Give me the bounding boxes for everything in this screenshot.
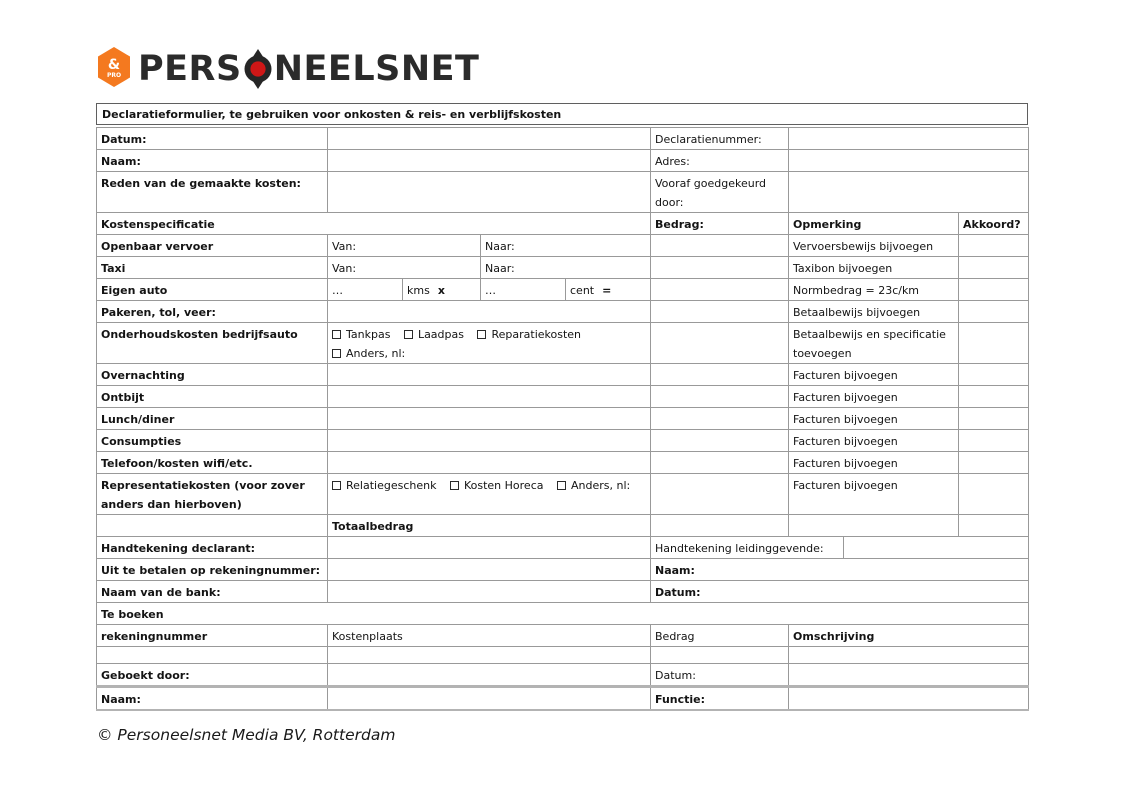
ontbijt-bedrag-cell[interactable] [651, 386, 789, 408]
declaratienummer-value-cell[interactable] [789, 128, 1029, 150]
handtekening-leidinggevende-label-cell: Handtekening leidinggevende: [651, 537, 844, 559]
form-title: Declaratieformulier, te gebruiken voor onkosten & reis- en verblijfskosten [96, 103, 1028, 125]
wordmark [138, 48, 479, 90]
row-handtekening [97, 537, 1029, 559]
pakeren-akkoord-cell[interactable] [959, 301, 1029, 323]
boeker-naam-label-cell: Naam: [97, 687, 328, 711]
consumpties-opmerking-cell: Facturen bijvoegen [789, 430, 959, 452]
eigen-auto-cent-unit-cell [566, 279, 651, 301]
reparatiekosten-label: Reparatiekosten [491, 328, 582, 341]
geboekt-value-cell[interactable] [328, 664, 651, 687]
handtekening-leidinggevende-value-cell[interactable] [844, 537, 1029, 559]
overnachting-value-cell[interactable] [328, 364, 651, 386]
geboekt-datum-label-cell: Datum: [651, 664, 789, 687]
reden-label-cell: Reden van de gemaakte kosten: [97, 172, 328, 213]
row-te-boeken [97, 603, 1029, 625]
eigen-auto-akkoord-cell[interactable] [959, 279, 1029, 301]
onderhoud-label-cell: Onderhoudskosten bedrijfsauto [97, 323, 328, 364]
boeken-omschrijving-cell: Omschrijving [789, 625, 1029, 647]
overnachting-akkoord-cell[interactable] [959, 364, 1029, 386]
onderhoud-anders-label: Anders, nl: [346, 347, 406, 360]
telefoon-value-cell[interactable] [328, 452, 651, 474]
lunch-akkoord-cell[interactable] [959, 408, 1029, 430]
row-telefoon [97, 452, 1029, 474]
taxi-label-cell: Taxi [97, 257, 328, 279]
bedrag-header-cell: Bedrag: [651, 213, 789, 235]
boeken-bedrag-cell: Bedrag [651, 625, 789, 647]
taxi-van-cell[interactable]: Van: [328, 257, 481, 279]
lunch-value-cell[interactable] [328, 408, 651, 430]
consumpties-akkoord-cell[interactable] [959, 430, 1029, 452]
overnachting-label-cell: Overnachting [97, 364, 328, 386]
laadpas-checkbox[interactable] [404, 330, 413, 339]
totaal-akkoord-cell[interactable] [959, 515, 1029, 537]
te-boeken-header-cell: Te boeken [97, 603, 1029, 625]
uitbetalen-value-cell[interactable] [328, 559, 651, 581]
kostenspecificatie-header-cell: Kostenspecificatie [97, 213, 651, 235]
onderhoud-options-cell [328, 323, 651, 364]
bank-label-cell: Naam van de bank: [97, 581, 328, 603]
boeken-rekeningnummer-cell: rekeningnummer [97, 625, 328, 647]
boeken-rekeningnummer-value-cell[interactable] [97, 647, 328, 664]
eigen-auto-bedrag-cell[interactable] [651, 279, 789, 301]
wordmark-left-text: PERS [138, 49, 242, 89]
copyright-text: © Personeelsnet Media BV, Rotterdam [97, 726, 396, 744]
totaalbedrag-label-cell: Totaalbedrag [328, 515, 651, 537]
row-datum [97, 128, 1029, 150]
row-totaalbedrag [97, 515, 1029, 537]
bank-value-cell[interactable] [328, 581, 651, 603]
lunch-opmerking-cell: Facturen bijvoegen [789, 408, 959, 430]
ontbijt-opmerking-cell: Facturen bijvoegen [789, 386, 959, 408]
row-eigen-auto [97, 279, 1029, 301]
ontbijt-akkoord-cell[interactable] [959, 386, 1029, 408]
taxi-opmerking-cell: Taxibon bijvoegen [789, 257, 959, 279]
ontbijt-label-cell: Ontbijt [97, 386, 328, 408]
openbaar-opmerking-cell: Vervoersbewijs bijvoegen [789, 235, 959, 257]
row-openbaar-vervoer [97, 235, 1029, 257]
badge-amp-text: & [107, 57, 121, 73]
consumpties-bedrag-cell[interactable] [651, 430, 789, 452]
openbaar-bedrag-cell[interactable] [651, 235, 789, 257]
openbaar-akkoord-cell[interactable] [959, 235, 1029, 257]
kosten-horeca-checkbox[interactable] [450, 481, 459, 490]
relatiegeschenk-checkbox[interactable] [332, 481, 341, 490]
row-naam [97, 150, 1029, 172]
representatie-bedrag-cell[interactable] [651, 474, 789, 515]
reden-value-cell[interactable] [328, 172, 651, 213]
boeken-kostenplaats-cell: Kostenplaats [328, 625, 651, 647]
openbaar-label-cell: Openbaar vervoer [97, 235, 328, 257]
totaal-bedrag-cell[interactable] [651, 515, 789, 537]
leidinggevende-datum-cell[interactable]: Datum: [651, 581, 1029, 603]
ontbijt-value-cell[interactable] [328, 386, 651, 408]
row-rekeningnummer-uitbetalen [97, 559, 1029, 581]
lunch-bedrag-cell[interactable] [651, 408, 789, 430]
row-boeker-naam [97, 687, 1029, 711]
pakeren-value-cell[interactable] [328, 301, 651, 323]
telefoon-akkoord-cell[interactable] [959, 452, 1029, 474]
representatie-options-cell [328, 474, 651, 515]
functie-label-cell: Functie: [651, 687, 789, 711]
adres-label-cell: Adres: [651, 150, 789, 172]
uitbetalen-label-cell: Uit te betalen op rekeningnummer: [97, 559, 328, 581]
tankpas-checkbox[interactable] [332, 330, 341, 339]
personeelsnet-logo [96, 46, 479, 92]
multiply-sign: x [437, 284, 445, 297]
badge-pro-text: PRO [106, 72, 122, 79]
boeken-kostenplaats-value-cell[interactable] [328, 647, 651, 664]
naam-value-cell[interactable] [328, 150, 651, 172]
geboekt-datum-value-cell[interactable] [789, 664, 1029, 687]
datum-label-cell: Datum: [97, 128, 328, 150]
taxi-bedrag-cell[interactable] [651, 257, 789, 279]
telefoon-bedrag-cell[interactable] [651, 452, 789, 474]
akkoord-header-cell: Akkoord? [959, 213, 1029, 235]
row-representatie [97, 474, 1029, 515]
row-boeken-headers [97, 625, 1029, 647]
adres-value-cell[interactable] [789, 150, 1029, 172]
consumpties-label-cell: Consumpties [97, 430, 328, 452]
representatie-label-cell: Representatiekosten (voor zover anders dan hierboven) [97, 474, 328, 515]
laadpas-label: Laadpas [417, 328, 464, 341]
lunch-label-cell: Lunch/diner [97, 408, 328, 430]
row-geboekt [97, 664, 1029, 687]
datum-value-cell[interactable] [328, 128, 651, 150]
cent-text: cent [570, 284, 595, 297]
eigen-auto-label-cell: Eigen auto [97, 279, 328, 301]
row-bank [97, 581, 1029, 603]
taxi-akkoord-cell[interactable] [959, 257, 1029, 279]
representatie-anders-label: Anders, nl: [570, 479, 631, 492]
eigen-auto-cent-value-cell[interactable]: … [481, 279, 566, 301]
vooraf-value-cell[interactable] [789, 172, 1029, 213]
onderhoud-anders-checkbox[interactable] [332, 349, 341, 358]
taxi-naar-cell[interactable]: Naar: [481, 257, 651, 279]
geboekt-label-cell: Geboekt door: [97, 664, 328, 687]
openbaar-naar-cell[interactable]: Naar: [481, 235, 651, 257]
eigen-auto-opmerking-cell: Normbedrag = 23c/km [789, 279, 959, 301]
pro-hexagon-badge-icon [96, 46, 132, 92]
kms-text: kms [407, 284, 430, 297]
equals-sign: = [602, 284, 612, 297]
reparatiekosten-checkbox[interactable] [477, 330, 486, 339]
totaal-opmerking-cell [789, 515, 959, 537]
row-reden [97, 172, 1029, 213]
vooraf-label-cell: Vooraf goedgekeurd door: [651, 172, 789, 213]
onderhoud-bedrag-cell[interactable] [651, 323, 789, 364]
row-onderhoud [97, 323, 1029, 364]
onderhoud-opmerking-cell: Betaalbewijs en specificatie toevoegen [789, 323, 959, 364]
declaratienummer-label-cell: Declaratienummer: [651, 128, 789, 150]
telefoon-opmerking-cell: Facturen bijvoegen [789, 452, 959, 474]
consumpties-value-cell[interactable] [328, 430, 651, 452]
totaal-empty-cell [97, 515, 328, 537]
eigen-auto-kms-value-cell[interactable]: … [328, 279, 403, 301]
overnachting-bedrag-cell[interactable] [651, 364, 789, 386]
tankpas-label: Tankpas [346, 328, 391, 341]
handtekening-declarant-value-cell[interactable] [328, 537, 651, 559]
pakeren-bedrag-cell[interactable] [651, 301, 789, 323]
openbaar-van-cell[interactable]: Van: [328, 235, 481, 257]
row-pakeren [97, 301, 1029, 323]
row-taxi [97, 257, 1029, 279]
row-lunch [97, 408, 1029, 430]
row-kostenspecificatie-header [97, 213, 1029, 235]
representatie-opmerking-cell: Facturen bijvoegen [789, 474, 959, 515]
onderhoud-akkoord-cell[interactable] [959, 323, 1029, 364]
naam-label-cell: Naam: [97, 150, 328, 172]
representatie-anders-checkbox[interactable] [557, 481, 566, 490]
row-consumpties [97, 430, 1029, 452]
pakeren-label-cell: Pakeren, tol, veer: [97, 301, 328, 323]
functie-value-cell[interactable] [789, 687, 1029, 711]
representatie-akkoord-cell[interactable] [959, 474, 1029, 515]
row-ontbijt [97, 386, 1029, 408]
eigen-auto-kms-unit-cell [403, 279, 481, 301]
wordmark-right-text: NEELSNET [273, 49, 480, 89]
boeken-bedrag-value-cell[interactable] [651, 647, 789, 664]
opmerking-header-cell: Opmerking [789, 213, 959, 235]
row-boeken-empty [97, 647, 1029, 664]
pakeren-opmerking-cell: Betaalbewijs bijvoegen [789, 301, 959, 323]
overnachting-opmerking-cell: Facturen bijvoegen [789, 364, 959, 386]
declaration-table [96, 127, 1029, 711]
handtekening-declarant-label-cell: Handtekening declarant: [97, 537, 328, 559]
telefoon-label-cell: Telefoon/kosten wifi/etc. [97, 452, 328, 474]
boeken-omschrijving-value-cell[interactable] [789, 647, 1029, 664]
row-overnachting [97, 364, 1029, 386]
kosten-horeca-label: Kosten Horeca [463, 479, 544, 492]
wordmark-o-pin-icon [243, 48, 273, 90]
leidinggevende-naam-cell[interactable]: Naam: [651, 559, 1029, 581]
relatiegeschenk-label: Relatiegeschenk [346, 479, 437, 492]
boeker-naam-value-cell[interactable] [328, 687, 651, 711]
